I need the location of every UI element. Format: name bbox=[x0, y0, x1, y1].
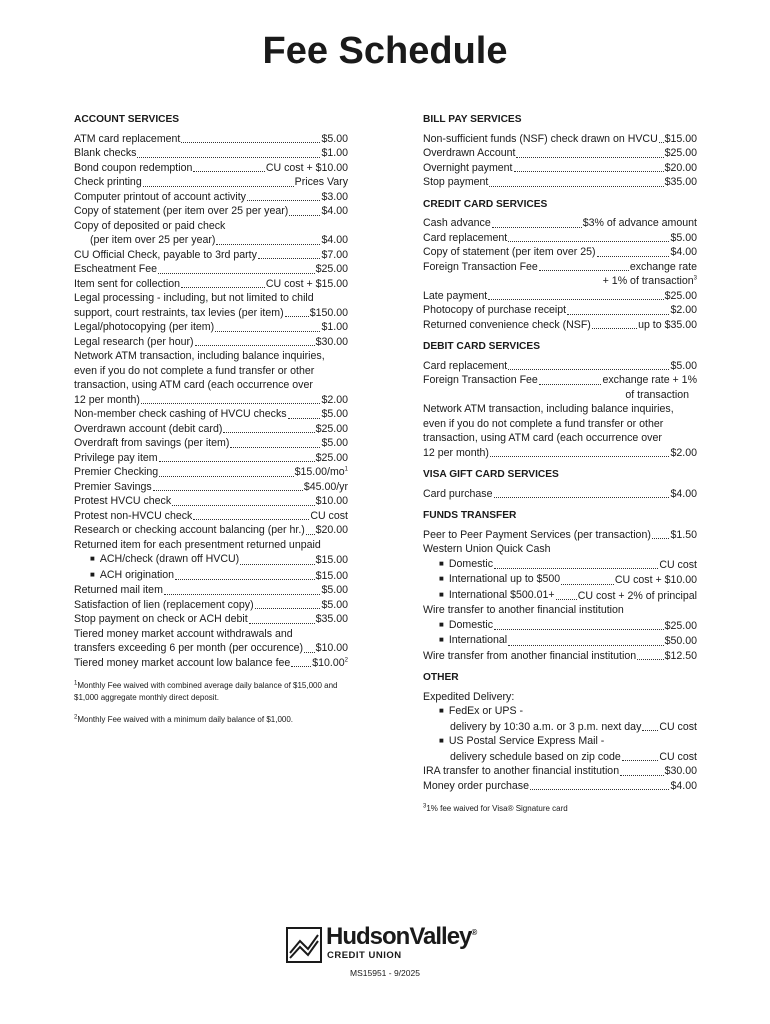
fee-list bbox=[74, 552, 348, 583]
hudson-valley-logo bbox=[286, 925, 496, 973]
fee-line: Research or checking account balancing (per hr.) $20.00 bbox=[74, 524, 348, 536]
account-services-section bbox=[74, 113, 348, 670]
fee-line: Satisfaction of lien (replacement copy) $5.00 bbox=[74, 598, 348, 611]
fee-line: CU Official Check, payable to 3rd party $7.00 bbox=[74, 248, 348, 261]
fee-line: Stop payment on check or ACH debit $35.00 bbox=[74, 613, 348, 625]
fee-line: Tiered money market account low balance fee $10.00$^2$ bbox=[74, 656, 348, 669]
fee-line: ■ International up to $500 CU cost + $10.00 bbox=[423, 572, 697, 588]
fee-line: Legal research (per hour) $30.00 bbox=[74, 335, 348, 348]
fee-line: Stop payment $35.00 bbox=[423, 176, 697, 188]
fee-line: ATM card replacement $5.00 bbox=[74, 132, 348, 145]
fee-line: Legal/photocopying (per item) $1.00 bbox=[74, 321, 348, 333]
fee-line: 12 per month) $2.00 bbox=[423, 446, 697, 459]
bill-pay-section bbox=[423, 113, 697, 190]
fee-label: ■ US Postal Service Express Mail - bbox=[423, 734, 697, 750]
fee-label: ■ FedEx or UPS - bbox=[423, 704, 697, 720]
fee-label: Tiered money market account withdrawals and bbox=[74, 627, 293, 640]
fee-line: Wire transfer from another financial institution $12.50 bbox=[423, 649, 697, 662]
logo-wordmark: HudsonValley® bbox=[326, 923, 477, 950]
fee-list bbox=[74, 248, 348, 292]
fee-line: Card replacement $5.00 bbox=[423, 359, 697, 372]
fee-line: (per item over 25 per year) $4.00 bbox=[90, 234, 348, 246]
footnote: $^2$Monthly Fee waived with a minimum daily balance of $1,000. bbox=[74, 714, 294, 724]
fee-line: Non-member check cashing of HVCU checks $5.00 bbox=[74, 408, 348, 420]
fee-label: Wire transfer to another financial institution bbox=[423, 604, 624, 616]
fee-line: Card replacement $5.00 bbox=[423, 231, 697, 244]
hudson-valley-logo-mark-icon bbox=[286, 927, 322, 963]
fee-line: Peer to Peer Payment Services (per transaction) $1.50 bbox=[423, 528, 697, 541]
page-title: Fee Schedule bbox=[262, 30, 508, 72]
fee-label: Legal processing - including, but not limited to child bbox=[74, 292, 314, 304]
fee-line: transfers exceeding 6 per month (per occurence) $10.00 bbox=[74, 642, 348, 654]
fee-label: Western Union Quick Cash bbox=[423, 543, 551, 555]
fee-list bbox=[423, 618, 697, 649]
fee-line: support, court restraints, tax levies (per item) $150.00 bbox=[74, 306, 348, 319]
right-column bbox=[423, 113, 697, 825]
left-column bbox=[74, 113, 348, 736]
section-heading: CREDIT CARD SERVICES bbox=[423, 198, 548, 210]
fee-list bbox=[74, 132, 348, 219]
other-section bbox=[423, 671, 697, 793]
fee-line: Late payment $25.00 bbox=[423, 289, 697, 302]
fee-line: Blank checks $1.00 bbox=[74, 147, 348, 159]
fee-list bbox=[74, 583, 348, 627]
visa-gift-card-section bbox=[423, 468, 697, 501]
fee-list bbox=[423, 557, 697, 604]
fee-label: Returned item for each presentment returned unpaid bbox=[74, 538, 321, 551]
fee-line: Overdraft from savings (per item) $5.00 bbox=[74, 437, 348, 449]
fee-line: Returned convenience check (NSF) up to $35.00 bbox=[423, 318, 697, 331]
fee-line: Non-sufficient funds (NSF) check drawn on HVCU $15.00 bbox=[423, 132, 697, 145]
fee-list bbox=[74, 480, 348, 524]
fee-line: Bond coupon redemption CU cost + $10.00 bbox=[74, 161, 348, 174]
fee-line: Premier Savings $45.00/yr bbox=[74, 480, 348, 493]
footnotes bbox=[74, 680, 348, 726]
fee-line: ■ ACH/check (drawn off HVCU) $15.00 bbox=[74, 552, 348, 568]
section-heading: BILL PAY SERVICES bbox=[423, 114, 522, 125]
section-heading: ACCOUNT SERVICES bbox=[74, 114, 180, 125]
fee-line: Overdrawn Account $25.00 bbox=[423, 147, 697, 159]
fee-line: Copy of statement (per item over 25) $4.00 bbox=[423, 246, 697, 258]
fee-line: Privilege pay item $25.00 bbox=[74, 451, 348, 464]
fee-line: Foreign Transaction Fee exchange rate + 1% bbox=[423, 374, 697, 386]
footnotes bbox=[423, 803, 697, 815]
footnote: $^3$1% fee waived for Visa® Signature card bbox=[423, 803, 568, 813]
fee-line: Cash advance $3% of advance amount bbox=[423, 217, 697, 229]
fee-line: ■ ACH origination $15.00 bbox=[74, 568, 348, 584]
fee-line: ■ International $500.01+ CU cost + 2% of principal bbox=[423, 588, 697, 604]
fee-line: ■ Domestic CU cost bbox=[423, 557, 697, 573]
form-code: MS15951 - 9/2025 bbox=[350, 968, 420, 978]
fee-label: Copy of deposited or paid check bbox=[74, 219, 226, 232]
fee-line: Protest non-HVCU check CU cost bbox=[74, 509, 348, 522]
fee-line: Foreign Transaction Fee exchange rate bbox=[423, 260, 697, 273]
fee-list bbox=[423, 132, 697, 190]
fee-line: Item sent for collection CU cost + $15.00 bbox=[74, 277, 348, 290]
fee-line: Protest HVCU check $10.00 bbox=[74, 495, 348, 507]
fee-continuation: + 1% of transaction$^3$ bbox=[602, 275, 697, 287]
footnote: $^1$Monthly Fee waived with combined average daily balance of $15,000 and $1,000 aggregate monthly direct deposit. bbox=[74, 680, 338, 702]
fee-line: Escheatment Fee $25.00 bbox=[74, 263, 348, 275]
fee-continuation: of transaction bbox=[625, 388, 689, 401]
fee-line: Photocopy of purchase receipt $2.00 bbox=[423, 304, 697, 316]
credit-card-section bbox=[423, 198, 697, 333]
fee-line: IRA transfer to another financial institution $30.00 bbox=[423, 765, 697, 777]
fee-line: Computer printout of account activity $3.00 bbox=[74, 190, 348, 203]
fee-label: Expedited Delivery: bbox=[423, 690, 515, 703]
funds-transfer-section bbox=[423, 509, 697, 663]
fee-list bbox=[74, 320, 348, 349]
fee-list bbox=[74, 407, 348, 465]
fee-line: Copy of statement (per item over 25 per year) $4.00 bbox=[74, 205, 348, 217]
fee-line: Premier Checking $\$15.00/mo^1$ bbox=[74, 466, 348, 478]
fee-line: ■ Domestic $25.00 bbox=[423, 618, 697, 634]
fee-description: Network ATM transaction, including balance inquiries, even if you do not complete a fund transfer or other transaction, using ATM card (each occurrence over bbox=[423, 403, 674, 444]
logo-subtitle: CREDIT UNION bbox=[327, 950, 402, 961]
fee-line: ■ International $50.00 bbox=[423, 633, 697, 649]
section-heading: OTHER bbox=[423, 672, 459, 683]
fee-line: delivery by 10:30 a.m. or 3 p.m. next day CU cost bbox=[450, 720, 697, 733]
fee-list bbox=[423, 764, 697, 793]
section-heading: FUNDS TRANSFER bbox=[423, 510, 517, 521]
section-heading: DEBIT CARD SERVICES bbox=[423, 341, 540, 352]
fee-line: Returned mail item $5.00 bbox=[74, 584, 348, 596]
fee-list bbox=[423, 289, 697, 333]
fee-line: Overnight payment $20.00 bbox=[423, 161, 697, 174]
fee-description: Network ATM transaction, including balance inquiries, even if you do not complete a fund transfer or other transaction, using ATM card (each occurrence over bbox=[74, 350, 325, 391]
fee-line: 12 per month) $2.00 bbox=[74, 393, 348, 406]
fee-line: Overdrawn account (debit card) $25.00 bbox=[74, 422, 348, 435]
fee-line: delivery schedule based on zip code CU cost bbox=[450, 750, 697, 763]
fee-line: Money order purchase $4.00 bbox=[423, 779, 697, 792]
fee-list bbox=[423, 487, 697, 502]
fee-line: Check printing Prices Vary bbox=[74, 176, 348, 188]
section-heading: VISA GIFT CARD SERVICES bbox=[423, 469, 559, 480]
fee-line: Card purchase $4.00 bbox=[423, 487, 697, 500]
debit-card-section bbox=[423, 340, 697, 460]
fee-list bbox=[423, 216, 697, 274]
